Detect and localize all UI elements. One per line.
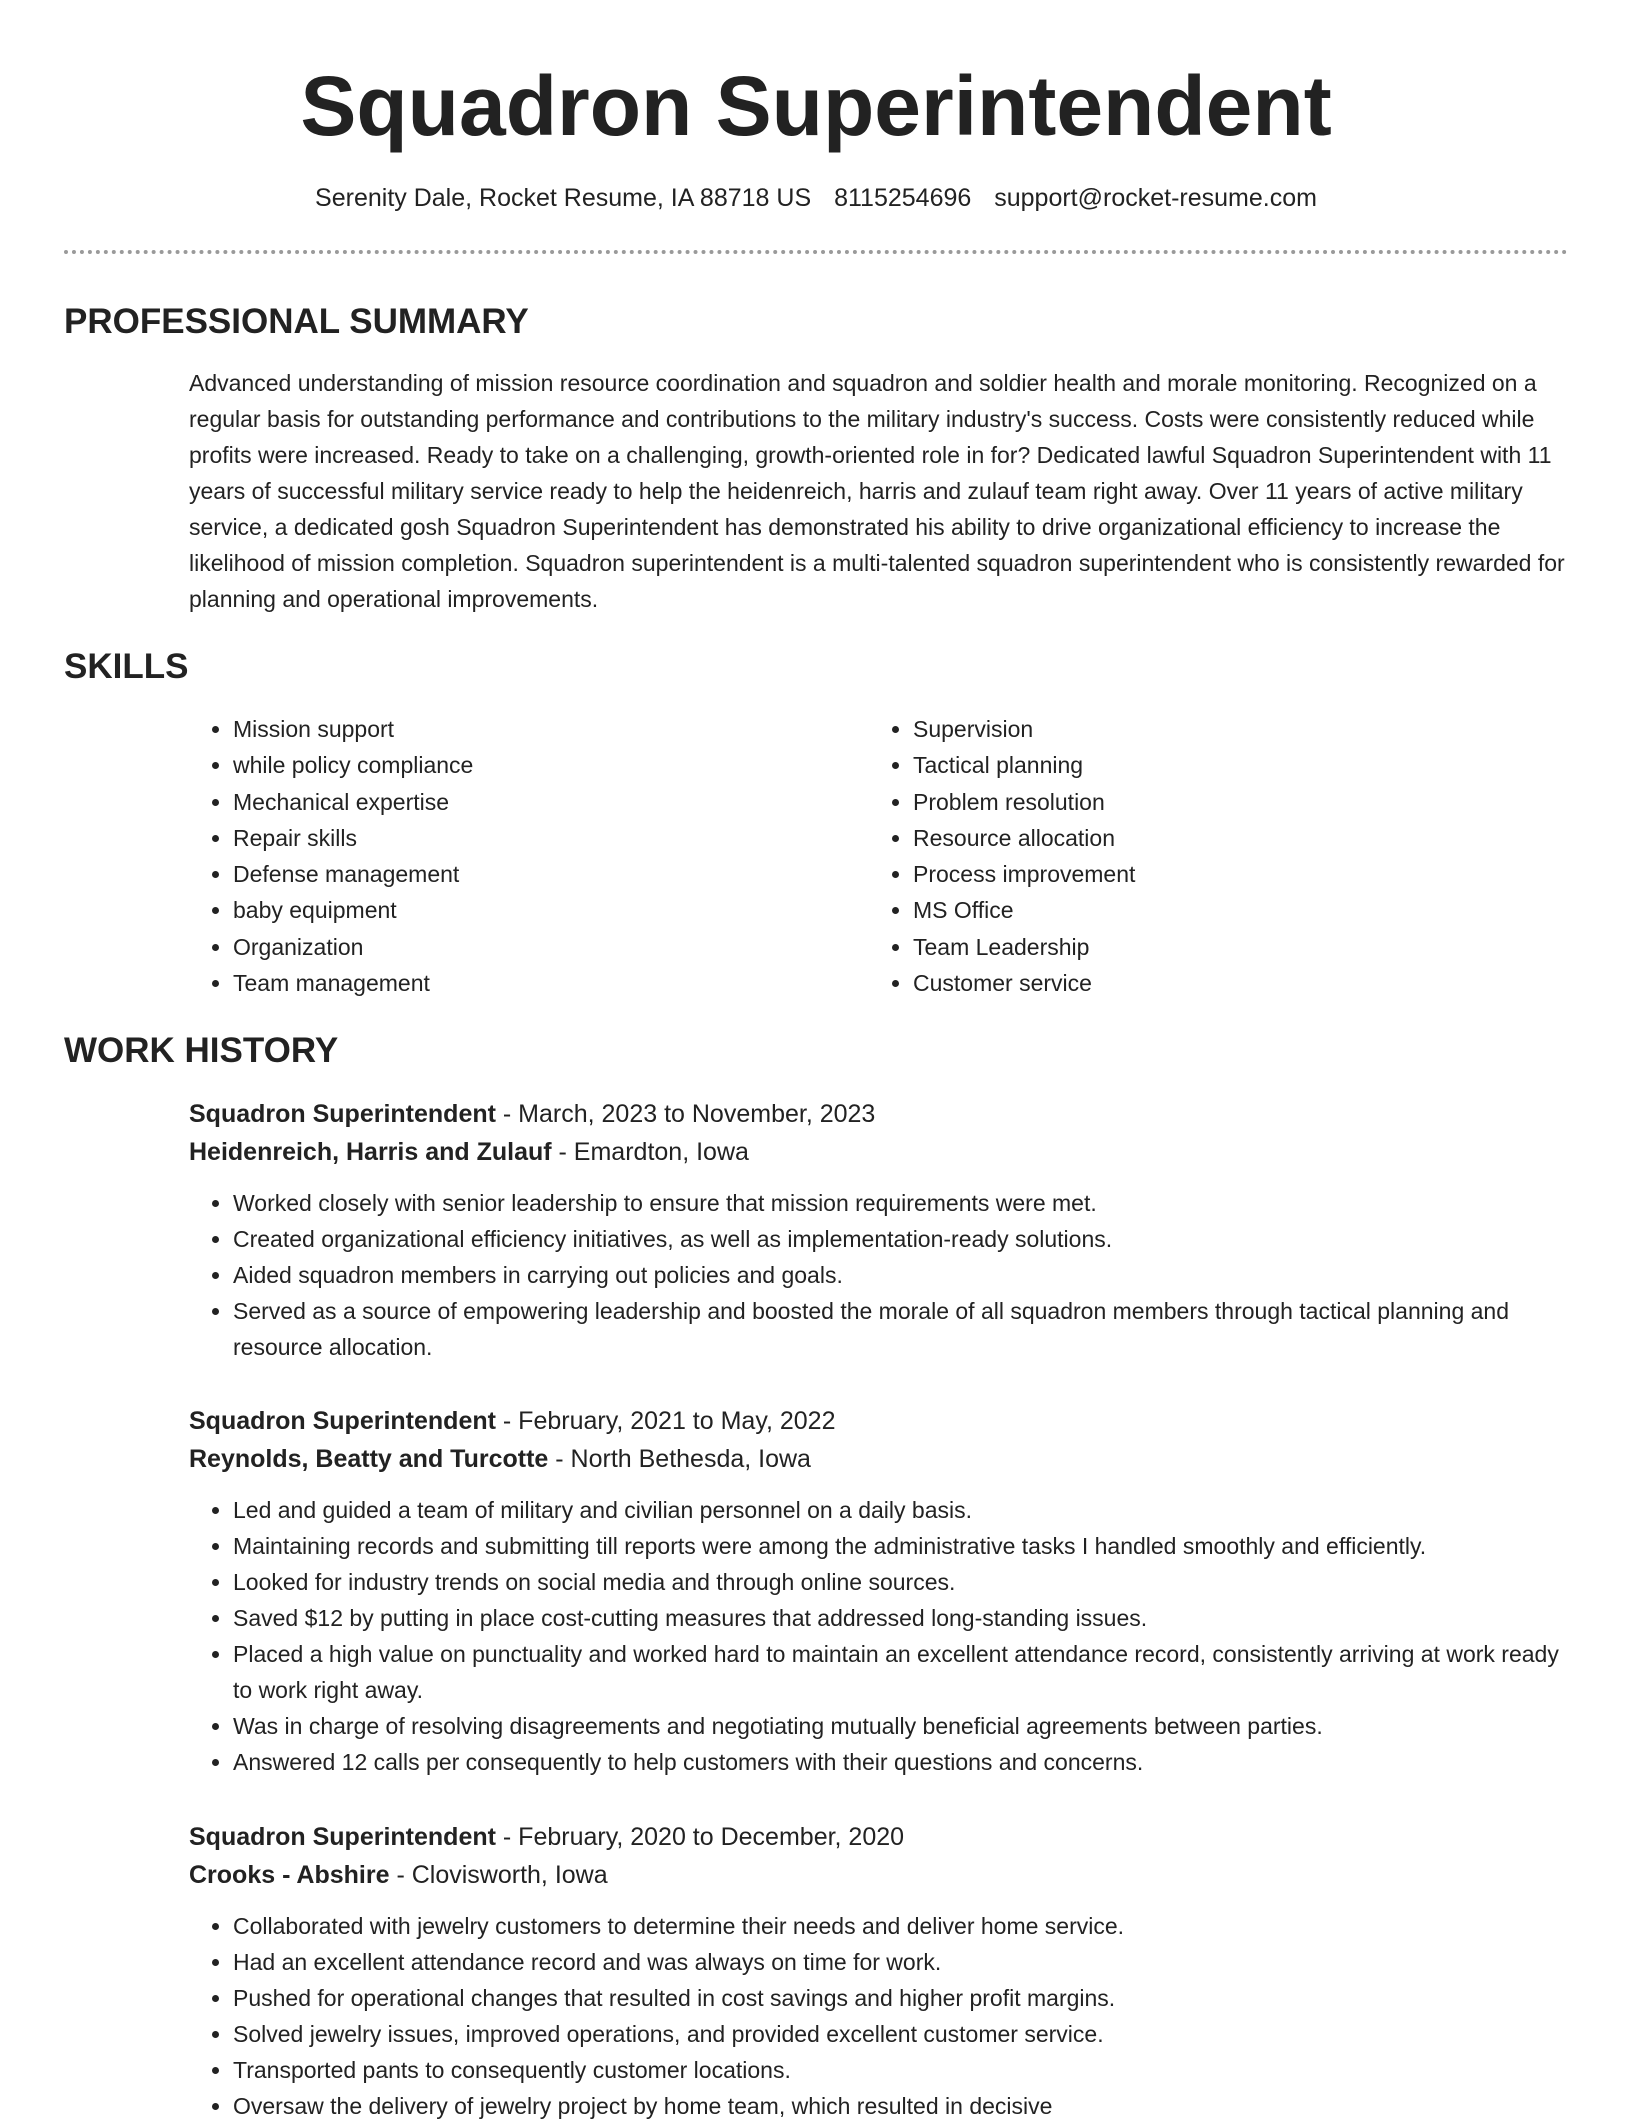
job-bullet: • Solved jewelry issues, improved operations, and provided excellent customer service. (233, 2016, 1569, 2052)
job-bullet: • Had an excellent attendance record and was always on time for work. (233, 1944, 1569, 1980)
job-bullet: • Worked closely with senior leadership to ensure that mission requirements were met. (233, 1185, 1569, 1221)
summary-heading: PROFESSIONAL SUMMARY (64, 302, 529, 341)
job-company: Crooks - Abshire (189, 1861, 390, 1889)
contact-line (0, 182, 1632, 214)
job-title: Squadron Superintendent (189, 1100, 496, 1128)
job-company: Heidenreich, Harris and Zulauf (189, 1138, 552, 1166)
job-entry (189, 1095, 1569, 1365)
header-divider (64, 250, 1568, 254)
skill-item: • Tactical planning (913, 747, 1533, 783)
work-history-heading: WORK HISTORY (64, 1031, 339, 1070)
contact-phone: 8115254696 (834, 184, 972, 212)
skill-item: • Process improvement (913, 856, 1533, 892)
job-dates: - March, 2023 to November, 2023 (495, 1100, 876, 1128)
job-company-line (189, 1440, 1569, 1478)
job-bullets (189, 1492, 1569, 1780)
job-bullet: • Looked for industry trends on social media and through online sources. (233, 1564, 1569, 1600)
skill-item: • Supervision (913, 711, 1533, 747)
skill-item: • Mission support (233, 711, 853, 747)
job-bullet: • Pushed for operational changes that resulted in cost savings and higher profit margins. (233, 1980, 1569, 2016)
job-bullet: • Saved $12 by putting in place cost-cutting measures that addressed long-standing issues. (233, 1600, 1569, 1636)
job-title-line (189, 1095, 1569, 1133)
job-bullet: • Placed a high value on punctuality and worked hard to maintain an excellent attendance record, consistently arriving at work ready to work right away. (233, 1636, 1569, 1708)
job-bullet: • Oversaw the delivery of jewelry project by home team, which resulted in decisive (233, 2088, 1569, 2124)
skills-list-right (869, 711, 1533, 1001)
job-dates: - February, 2021 to May, 2022 (495, 1407, 836, 1435)
skill-item: • while policy compliance (233, 747, 853, 783)
job-entry (189, 1402, 1569, 1780)
contact-email: support@rocket-resume.com (994, 184, 1317, 212)
skill-item: • Problem resolution (913, 784, 1533, 820)
job-location: - North Bethesda, Iowa (548, 1445, 811, 1473)
job-bullet: • Served as a source of empowering leadership and boosted the morale of all squadron members through tactical planning and resource allocation. (233, 1293, 1569, 1365)
job-title-line (189, 1402, 1569, 1440)
job-title: Squadron Superintendent (189, 1407, 496, 1435)
skill-item: • MS Office (913, 892, 1533, 928)
job-company: Reynolds, Beatty and Turcotte (189, 1445, 549, 1473)
job-title: Squadron Superintendent (189, 1823, 496, 1851)
job-bullets (189, 1908, 1569, 2124)
job-bullet: • Aided squadron members in carrying out policies and goals. (233, 1257, 1569, 1293)
skill-item: • Mechanical expertise (233, 784, 853, 820)
job-bullet: • Transported pants to consequently customer locations. (233, 2052, 1569, 2088)
job-company-line (189, 1133, 1569, 1171)
resume-name: Squadron Superintendent (300, 59, 1332, 153)
skill-item: • Team management (233, 965, 853, 1001)
job-bullet: • Led and guided a team of military and civilian personnel on a daily basis. (233, 1492, 1569, 1528)
job-bullet: • Was in charge of resolving disagreements and negotiating mutually beneficial agreements between parties. (233, 1708, 1569, 1744)
job-bullets (189, 1185, 1569, 1365)
skill-item: • Customer service (913, 965, 1533, 1001)
skill-item: • baby equipment (233, 892, 853, 928)
skill-item: • Resource allocation (913, 820, 1533, 856)
job-entry (189, 1818, 1569, 2124)
job-company-line (189, 1856, 1569, 1894)
skills-list-left (189, 711, 853, 1001)
summary-text: Advanced understanding of mission resource coordination and squadron and soldier health and morale monitoring. Recognized on a regular basis for outstanding performance and contributions to the military industry's success. Costs were consistently reduced while profits were increased. Ready to take on a challenging, growth-oriented role in for? Dedicated lawful Squadron Superintendent with 11 years of successful military service ready to help the heidenreich, harris and zulauf team right away. Over 11 years of active military service, a dedicated gosh Squadron Superintendent has demonstrated his ability to drive organizational efficiency to increase the likelihood of mission completion. Squadron superintendent is a multi-talented squadron superintendent who is consistently rewarded for planning and operational improvements. (189, 370, 1565, 612)
skill-item: • Organization (233, 929, 853, 965)
job-bullet: • Collaborated with jewelry customers to determine their needs and deliver home service. (233, 1908, 1569, 1944)
job-bullet: • Answered 12 calls per consequently to help customers with their questions and concerns. (233, 1744, 1569, 1780)
job-location: - Emardton, Iowa (551, 1138, 749, 1166)
job-dates: - February, 2020 to December, 2020 (495, 1823, 905, 1851)
job-bullet: • Maintaining records and submitting till reports were among the administrative tasks I handled smoothly and efficiently. (233, 1528, 1569, 1564)
skill-item: • Repair skills (233, 820, 853, 856)
skills-heading: SKILLS (64, 647, 189, 686)
skill-item: • Defense management (233, 856, 853, 892)
skill-item: • Team Leadership (913, 929, 1533, 965)
job-bullet: • Created organizational efficiency initiatives, as well as implementation-ready solutions. (233, 1221, 1569, 1257)
job-location: - Clovisworth, Iowa (389, 1861, 608, 1889)
job-title-line (189, 1818, 1569, 1856)
contact-address: Serenity Dale, Rocket Resume, IA 88718 US (315, 184, 812, 212)
